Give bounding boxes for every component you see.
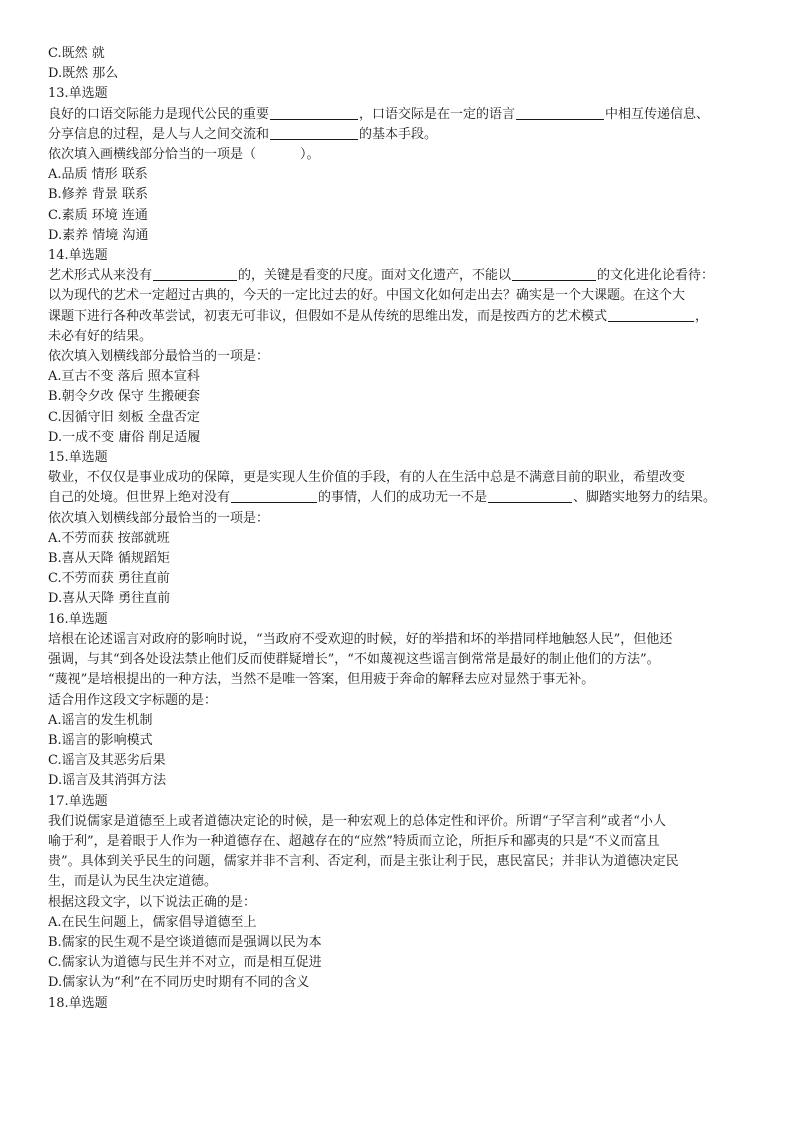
q16-option-d[interactable]: D.谣言及其消弭方法 — [48, 773, 167, 789]
q14-stem-line-4: 未必有好的结果。 — [48, 328, 153, 344]
q14-blank-3 — [608, 307, 694, 322]
q15-instruction: 依次填入划横线部分最恰当的一项是： — [48, 510, 270, 526]
q15-option-b[interactable]: B.喜从天降 循规蹈矩 — [48, 551, 170, 567]
q16-stem-line-3: “蔑视”是培根提出的一种方法，当然不是唯一答案，但用疲于奔命的解释去应对显然于事无补。 — [48, 672, 595, 688]
q13-stem-line-2 — [48, 125, 754, 145]
exam-page — [48, 44, 754, 1014]
q12-option-c[interactable]: C.既然 就 — [48, 46, 105, 61]
q13-stem-part-1: 良好的口语交际能力是现代公民的重要 — [48, 106, 270, 122]
q14-option-d[interactable]: D.一成不变 庸俗 削足适履 — [48, 429, 201, 445]
q18-header: 18.单选题 — [48, 995, 108, 1011]
q13-option-b[interactable]: B.修养 背景 联系 — [48, 187, 148, 203]
q17-stem-line-1: 我们说儒家是道德至上或者道德决定论的时候，是一种宏观上的总体定性和评价。所谓“子罕言利”或者“小人 — [48, 813, 666, 829]
q14-blank-2 — [512, 266, 596, 281]
q13-stem-part-4: 分享信息的过程，是人与人之间交流和 — [48, 126, 270, 142]
q16-stem-line-1: 培根在论述谣言对政府的影响时说，“当政府不受欢迎的时候，好的举措和坏的举措同样地触怒人民”，但他还 — [48, 631, 673, 647]
q13-header: 13.单选题 — [48, 86, 108, 102]
q14-stem-part-2: 的，关键是看变的尺度。面对文化遗产，不能以 — [238, 268, 512, 284]
q14-option-b[interactable]: B.朝令夕改 保守 生搬硬套 — [48, 389, 200, 405]
q17-option-d[interactable]: D.儒家认为“利”在不同历史时期有不同的含义 — [48, 975, 310, 991]
q15-stem-line-2 — [48, 488, 754, 508]
q17-option-b[interactable]: B.儒家的民生观不是空谈道德而是强调以民为本 — [48, 934, 322, 950]
q15-option-d[interactable]: D.喜从天降 勇往直前 — [48, 591, 171, 607]
q13-stem-line-1 — [48, 105, 754, 125]
q13-instruction-a: 依次填入画横线部分恰当的一项是（ — [48, 147, 257, 163]
q16-option-a[interactable]: A.谣言的发生机制 — [48, 712, 153, 728]
q14-blank-1 — [153, 266, 237, 281]
q17-instruction: 根据这段文字，以下说法正确的是： — [48, 894, 257, 910]
q15-stem-line-1: 敬业，不仅仅是事业成功的保障，更是实现人生价值的手段，有的人在生活中总是不满意目前的职业，希望改变 — [48, 470, 686, 486]
q17-stem-line-2: 喻于利”，是着眼于人作为一种道德存在、超越存在的“应然”特质而立论，所拒斥和鄙夷的只是“不义而富且 — [48, 833, 660, 849]
q15-stem-part-3: 的事情，人们的成功无一不是 — [318, 490, 488, 506]
q14-stem-part-5: 课题下进行各种改革尝试，初衷无可非议，但假如不是从传统的思维出发，而是按西方的艺术模式 — [48, 308, 608, 324]
q17-option-a[interactable]: A.在民生问题上，儒家倡导道德至上 — [48, 914, 257, 930]
q17-stem-line-3: 贵”。具体到关乎民生的问题，儒家并非不言利、否定利，而是主张让利于民，惠民富民；并非认为道德决定民 — [48, 854, 679, 870]
q13-blank-1 — [270, 105, 358, 120]
q12-option-d[interactable]: D.既然 那么 — [48, 66, 119, 82]
q13-instruction-b: ）。 — [300, 147, 320, 163]
q14-instruction: 依次填入划横线部分最恰当的一项是： — [48, 349, 270, 365]
q17-option-c[interactable]: C.儒家认为道德与民生并不对立，而是相互促进 — [48, 955, 322, 971]
q13-blank-2 — [516, 105, 604, 120]
q13-stem-part-2: ，口语交际是在一定的语言 — [359, 106, 516, 122]
q13-stem-part-3: 中相互传递信息、 — [605, 106, 710, 122]
q14-stem-line-1 — [48, 266, 754, 286]
q13-blank-3 — [270, 125, 358, 140]
q13-option-a[interactable]: A.品质 情形 联系 — [48, 167, 148, 183]
q16-stem-line-2: 强调，与其“到各处设法禁止他们反而使群疑增长”，“不如蔑视这些谣言倒常常是最好的制止他们的方法”。 — [48, 652, 660, 668]
q16-header: 16.单选题 — [48, 611, 108, 627]
q14-stem-part-1: 艺术形式从来没有 — [48, 268, 153, 284]
q13-option-d[interactable]: D.素养 情境 沟通 — [48, 227, 149, 243]
q14-stem-line-2: 以为现代的艺术一定超过古典的，今天的一定比过去的好。中国文化如何走出去？确实是一个大课题。在这个大 — [48, 288, 686, 304]
q14-stem-part-3: 的文化进化论看待： — [597, 268, 715, 284]
q17-header: 17.单选题 — [48, 793, 108, 809]
q15-blank-1 — [231, 488, 317, 503]
q15-option-a[interactable]: A.不劳而获 按部就班 — [48, 530, 170, 546]
q14-header: 14.单选题 — [48, 248, 108, 264]
q15-header: 15.单选题 — [48, 450, 108, 466]
q16-option-c[interactable]: C.谣言及其恶劣后果 — [48, 753, 166, 769]
q13-instruction — [48, 145, 754, 165]
q14-stem-line-3 — [48, 307, 754, 327]
q17-stem-line-4: 生，而是认为民生决定道德。 — [48, 874, 218, 890]
q15-stem-part-2: 自己的处境。但世界上绝对没有 — [48, 490, 231, 506]
q14-option-c[interactable]: C.因循守旧 刻板 全盘否定 — [48, 409, 200, 425]
q14-option-a[interactable]: A.亘古不变 落后 照本宣科 — [48, 369, 200, 385]
q13-option-c[interactable]: C.素质 环境 连通 — [48, 207, 148, 223]
q15-stem-part-4: 、脚踏实地努力的结果。 — [573, 490, 717, 506]
q16-option-b[interactable]: B.谣言的影响模式 — [48, 732, 153, 748]
q16-instruction: 适合用作这段文字标题的是： — [48, 692, 218, 708]
q15-blank-2 — [488, 488, 572, 503]
q15-option-c[interactable]: C.不劳而获 勇往直前 — [48, 571, 170, 587]
q14-stem-part-6: ， — [695, 308, 709, 324]
q13-stem-part-5: 的基本手段。 — [359, 126, 438, 142]
